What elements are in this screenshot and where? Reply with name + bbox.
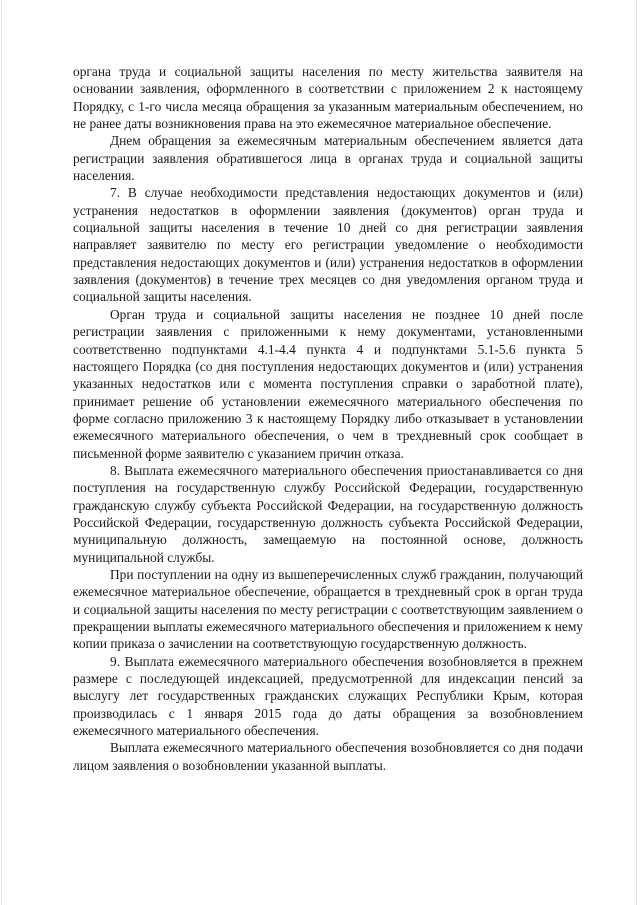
paragraph-application-date: Днем обращения за ежемесячным материальным обеспечением является дата регистрации заявления обратившегося лица в органах труда и социальной защиты населения. [73, 133, 583, 184]
paragraph-decision: Орган труда и социальной защиты населения не позднее 10 дней после регистрации заявления с приложенными к нему документами, установленными соответственно подпунктами 4.1-4.4 пункта 4 и подпунктами 5.1-5.6 пункта 5 настоящего Порядка (со дня поступления недостающих документов и (или) устранения указанных недостатков или с момента поступления справки о заработной плате), принимает решение об установлении ежемесячного материального обеспечения по форме согласно приложению 3 к настоящему Порядку либо отказывает в установлении ежемесячного материального обеспечения, о чем в трехдневный срок сообщает в письменной форме заявителю с указанием причин отказа. [73, 306, 583, 461]
paragraph-continuation: органа труда и социальной защиты населения по месту жительства заявителя на основании заявления, оформленного в соответствии с приложением 2 к настоящему Порядку, с 1-го числа месяца обращения за указанным материальным обеспечением, но не ранее даты возникновения права на это ежемесячное материальное обеспечение. [73, 64, 583, 132]
document-body [73, 63, 583, 774]
scan-edge-right [636, 0, 637, 905]
paragraph-resumption: Выплата ежемесячного материального обеспечения возобновляется со дня подачи лицом заявления о возобновлении указанной выплаты. [73, 740, 583, 773]
paragraph-item-8: 8. Выплата ежемесячного материального обеспечения приостанавливается со дня поступления на государственную службу Российской Федерации, государственную гражданскую службу субъекта Российской Федерации, на государственную должность Российской Федерации, государственную должность субъекта Российской Федерации, муниципальную должность, замещаемую на постоянной основе, должность муниципальной службы. [73, 462, 583, 565]
paragraph-item-9: 9. Выплата ежемесячного материального обеспечения возобновляется в прежнем размере с последующей индексацией, предусмотренной для индексации пенсий за выслугу лет государственных гражданских служащих Республики Крым, которая производилась с 1 января 2015 года до даты обращения за возобновлением ежемесячного материального обеспечения. [73, 653, 583, 739]
scan-edge-left [1, 0, 2, 905]
paragraph-service-entry: При поступлении на одну из вышеперечисленных служб гражданин, получающий ежемесячное материальное обеспечение, обращается в трехдневный срок в орган труда и социальной защиты населения по месту регистрации с соответствующим заявлением о прекращении выплаты ежемесячного материального обеспечения и приложением к нему копии приказа о зачислении на соответствующую государственную должность. [73, 566, 583, 652]
paragraph-item-7: 7. В случае необходимости представления недостающих документов и (или) устранения недостатков в оформлении заявления (документов) орган труда и социальной защиты населения в течение 10 дней со дня регистрации заявления направляет заявителю по месту его регистрации уведомление о необходимости представления недостающих документов и (или) устранения недостатков в оформлении заявления (документов) в течение трех месяцев со дня уведомления органом труда и социальной защиты населения. [73, 185, 583, 305]
